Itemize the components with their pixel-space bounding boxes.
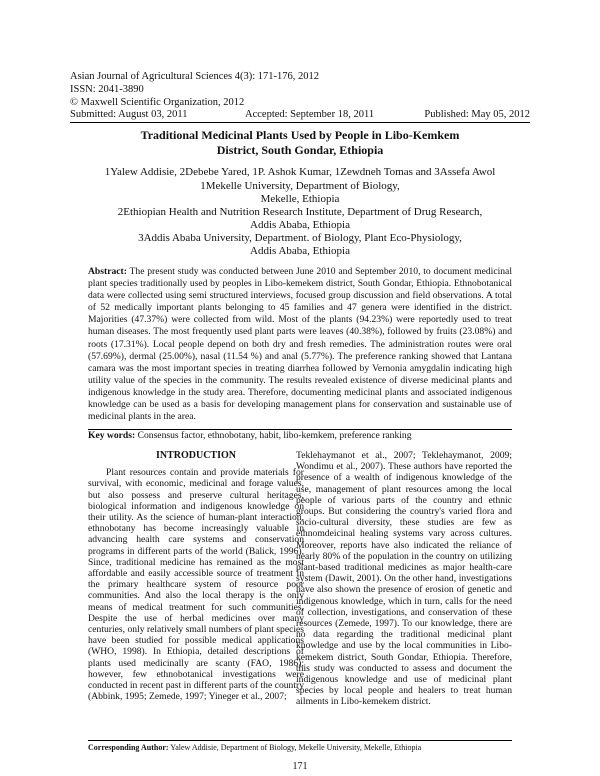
corresponding-author [88, 740, 512, 753]
accepted-date: Accepted: September 18, 2011 [245, 109, 375, 120]
affiliation-line: 2Ethiopian Health and Nutrition Research Institute, Department of Drug Research, [117, 206, 483, 218]
affiliations [70, 180, 530, 258]
title-line-2: District, South Gondar, Ethiopia [216, 143, 384, 157]
corresponding-label: Corresponding Author: [88, 743, 169, 752]
affiliation-line: 1Mekelle University, Department of Biology, [200, 180, 400, 192]
journal-citation: Asian Journal of Agricultural Sciences 4(3): 171-176, 2012 [70, 71, 320, 82]
paper-title [70, 128, 530, 158]
keywords [88, 430, 512, 442]
intro-paragraph-left: Plant resources contain and provide materials for survival, with economic, medicinal and forage values, but also possess and preserve cultural heritages, biological information and indigenous knowledge on their utility. As the science of human-plant interaction, ethnobotany has become increasingly valuable in advancing health care systems and conservation programs in different parts of the world (Balick, 1996). Since, traditional medicine has remained as the most affordable and easily accessible source of treatment in the primary healthcare system of resource poor communities. And also the local therapy is the only means of medical treatment for such communities. Despite the use of herbal medicines over many centuries, only relatively small numbers of plant species have been studied for possible medical applications (WHO, 1998). In Ethiopia, detailed descriptions of plants used medicinally are scanty (FAO, 1986); however, few ethnobotanical investigations were conducted in recent past in different parts of the country (Abbink, 1995; Zemede, 1997; Yineger et al., 2007; [88, 467, 304, 703]
section-heading-introduction: INTRODUCTION [155, 450, 236, 461]
corresponding-text: Yalew Addisie, Department of Biology, Mekelle University, Mekelle, Ethiopia [170, 743, 422, 752]
published-date: Published: May 05, 2012 [424, 109, 530, 120]
title-line-1: Traditional Medicinal Plants Used by People in Libo-Kemkem [140, 128, 460, 142]
abstract-text: The present study was conducted between June 2010 and September 2010, to document medicinal plant species traditionally used by peoples in Libo-kemekem district, South Gondar, Ethiopia. Ethnobotanical data were collected using semi structured interviews, focused group discussion and field observations. A total of 52 medically important plants belonging to 45 families and 47 genera were identified in the district. Majorities (47.37%) were collected from wild. Most of the plants (94.23%) were reportedly used to treat human diseases. The most frequently used plant parts were leaves (40.38%), followed by fruits (23.08%) and roots (17.31%). Local people depend on both dry and fresh remedies. The administration routes were oral (57.69%), dermal (25.00%), nasal (11.54 %) and anal (5.77%). The preference ranking showed that Lantana camara was the most important species in treating diarrhea followed by Vernonia amygdalin indicating high utility value of the species in the community. The results revealed existence of diverse medicinal plants and indigenous knowledge in the study area. Therefore, documenting medicinal plants and associated indigenous knowledge can be used as a basis for developing management plans for conservation and sustainable use of medicinal plants in the area. [88, 266, 512, 423]
abstract [88, 266, 512, 430]
page-number: 171 [292, 761, 308, 772]
copyright: © Maxwell Scientific Organization, 2012 [70, 97, 245, 108]
affiliation-line: Addis Ababa, Ethiopia [250, 219, 350, 231]
journal-info [70, 70, 319, 109]
affiliation-line: 3Addis Ababa University, Department. of Biology, Plant Eco-Physiology, [138, 232, 462, 244]
left-column [88, 450, 304, 702]
author-list: 1Yalew Addisie, 2Debebe Yared, 1P. Ashok Kumar, 1Zewdneh Tomas and 3Assefa Awol [104, 166, 496, 178]
abstract-label: Abstract: [88, 266, 127, 277]
intro-paragraph-right: Teklehaymanot et al., 2007; Teklehaymanot, 2009; Wondimu et al., 2007). These authors have reported the presence of a wealth of indigenous knowledge of the use, management of plant resources among the local people of various parts of the country and ethnic groups. But considering the country's varied flora and socio-cultural diversity, these studies are few as ethnomdeicinal healing systems vary across cultures. Moreover, reports have also indicated the reliance of nearly 80% of the population in the country on utilizing plant-based traditional medicines as major health-care system (Dawit, 2001). On the other hand, investigations have also shown the presence of erosion of genetic and indigenous knowledge, which in turn, calls for the need of collection, investigations, and conservation of these resources (Zemede, 1997). To our knowledge, there are no data regarding the traditional medicinal plant knowledge and use by the local communities in Libo-kemekem district, South Gondar, Ethiopia. Therefore, this study was conducted to assess and document the indigenous knowledge and use of medicinal plant species by local people and healers to treat human ailments in Libo-kemekem district. [296, 450, 512, 708]
affiliation-line: Mekelle, Ethiopia [260, 193, 340, 205]
dates-line [70, 108, 530, 123]
keywords-text: Consensus factor, ethnobotany, habit, libo-kemkem, preference ranking [137, 430, 412, 441]
affiliation-line: Addis Ababa, Ethiopia [250, 245, 350, 257]
right-column [296, 450, 512, 708]
keywords-label: Key words: [88, 430, 136, 441]
submitted-date: Submitted: August 03, 2011 [70, 109, 188, 120]
issn: ISSN: 2041-3890 [70, 84, 144, 95]
